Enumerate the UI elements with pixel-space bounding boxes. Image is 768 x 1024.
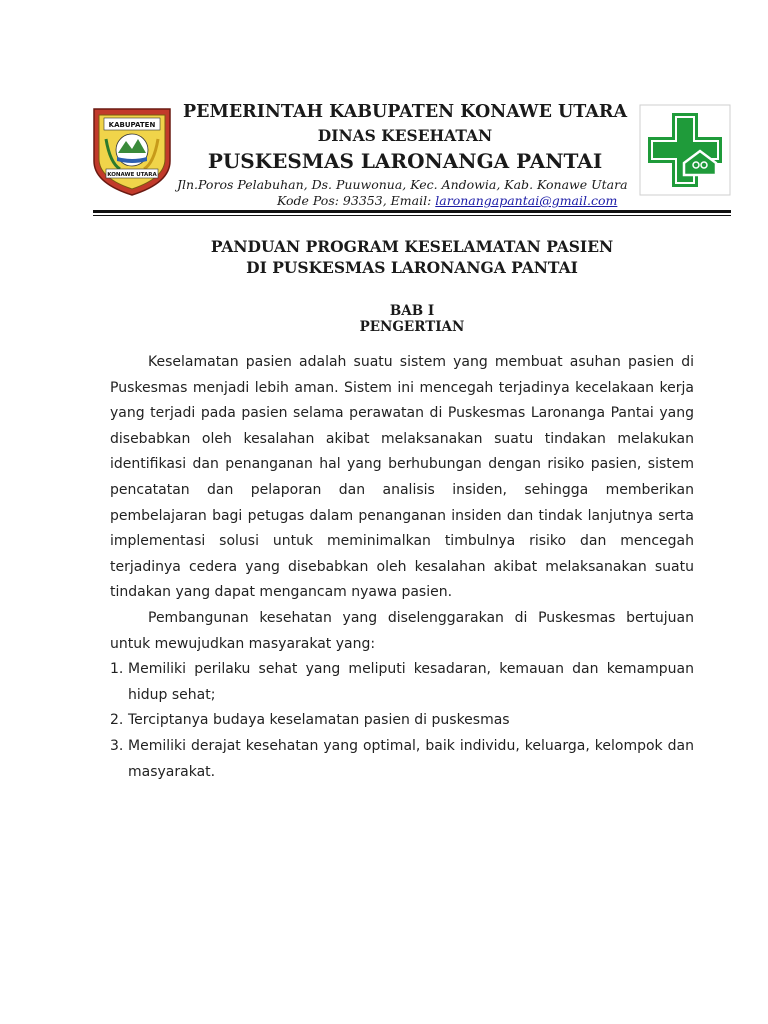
list-item bbox=[110, 657, 694, 708]
letterhead-address: Jln.Poros Pelabuhan, Ds. Puuwonua, Kec. Andowia, Kab. Konawe Utara bbox=[177, 177, 628, 192]
email-link[interactable]: laronangapantai@gmail.com bbox=[435, 193, 618, 208]
document-title-line2: DI PUSKESMAS LARONANGA PANTAI bbox=[246, 258, 578, 277]
letterhead-government: PEMERINTAH KABUPATEN KONAWE UTARA bbox=[182, 102, 628, 122]
goals-list bbox=[110, 657, 694, 785]
emblem-bottom-text: KONAWE UTARA bbox=[107, 172, 157, 178]
list-item-text: Memiliki perilaku sehat yang meliputi kesadaran, kemauan dan kemampuan hidup sehat; bbox=[128, 661, 694, 703]
letterhead-contact bbox=[277, 193, 617, 208]
list-item bbox=[110, 708, 694, 734]
postal-code-label: Kode Pos: 93353, Email: bbox=[277, 193, 436, 208]
list-item bbox=[110, 734, 694, 785]
header-divider-thick bbox=[93, 210, 731, 213]
chapter-title: PENGERTIAN bbox=[359, 319, 465, 335]
emblem-top-text: KABUPATEN bbox=[108, 121, 156, 129]
list-item-number: 3. bbox=[110, 737, 124, 754]
list-item-number: 1. bbox=[110, 661, 124, 678]
letterhead-department: DINAS KESEHATAN bbox=[317, 126, 493, 145]
kabupaten-emblem-logo bbox=[90, 103, 174, 197]
list-item-number: 2. bbox=[110, 712, 124, 729]
list-item-text: Terciptanya budaya keselamatan pasien di puskesmas bbox=[128, 712, 510, 729]
paragraph-definition: Keselamatan pasien adalah suatu sistem yang membuat asuhan pasien di Puskesmas menjadi lebih aman. Sistem ini mencegah terjadinya kecelakaan kerja yang terjadi pada pasien selama perawatan di Puskesmas Laronanga Pantai yang disebabkan oleh kesalahan akibat melaksanakan suatu tindakan melakukan identifikasi dan penanganan hal yang berhubungan dengan risiko pasien, sistem pencatatan dan pelaporan dan analisis insiden, sehingga memberikan pembelajaran bagi petugas dalam penanganan insiden dan tindak lanjutnya serta implementasi solusi untuk meminimalkan timbulnya risiko dan mencegah terjadinya cedera yang disebabkan oleh kesalahan akibat melaksanakan suatu tindakan yang dapat mengancam nyawa pasien. bbox=[110, 354, 694, 601]
list-item-text: Memiliki derajat kesehatan yang optimal, baik individu, keluarga, kelompok dan masyarakat. bbox=[128, 737, 694, 780]
header-divider-thin bbox=[93, 215, 731, 216]
chapter-number: BAB I bbox=[389, 303, 435, 319]
document-body bbox=[110, 350, 694, 785]
document-title-line1: PANDUAN PROGRAM KESELAMATAN PASIEN bbox=[210, 237, 614, 256]
letterhead-puskesmas-name: PUSKESMAS LARONANGA PANTAI bbox=[207, 149, 603, 173]
paragraph-goals-intro: Pembangunan kesehatan yang diselenggarakan di Puskesmas bertujuan untuk mewujudkan masyarakat yang: bbox=[110, 609, 694, 652]
puskesmas-logo bbox=[638, 103, 732, 197]
